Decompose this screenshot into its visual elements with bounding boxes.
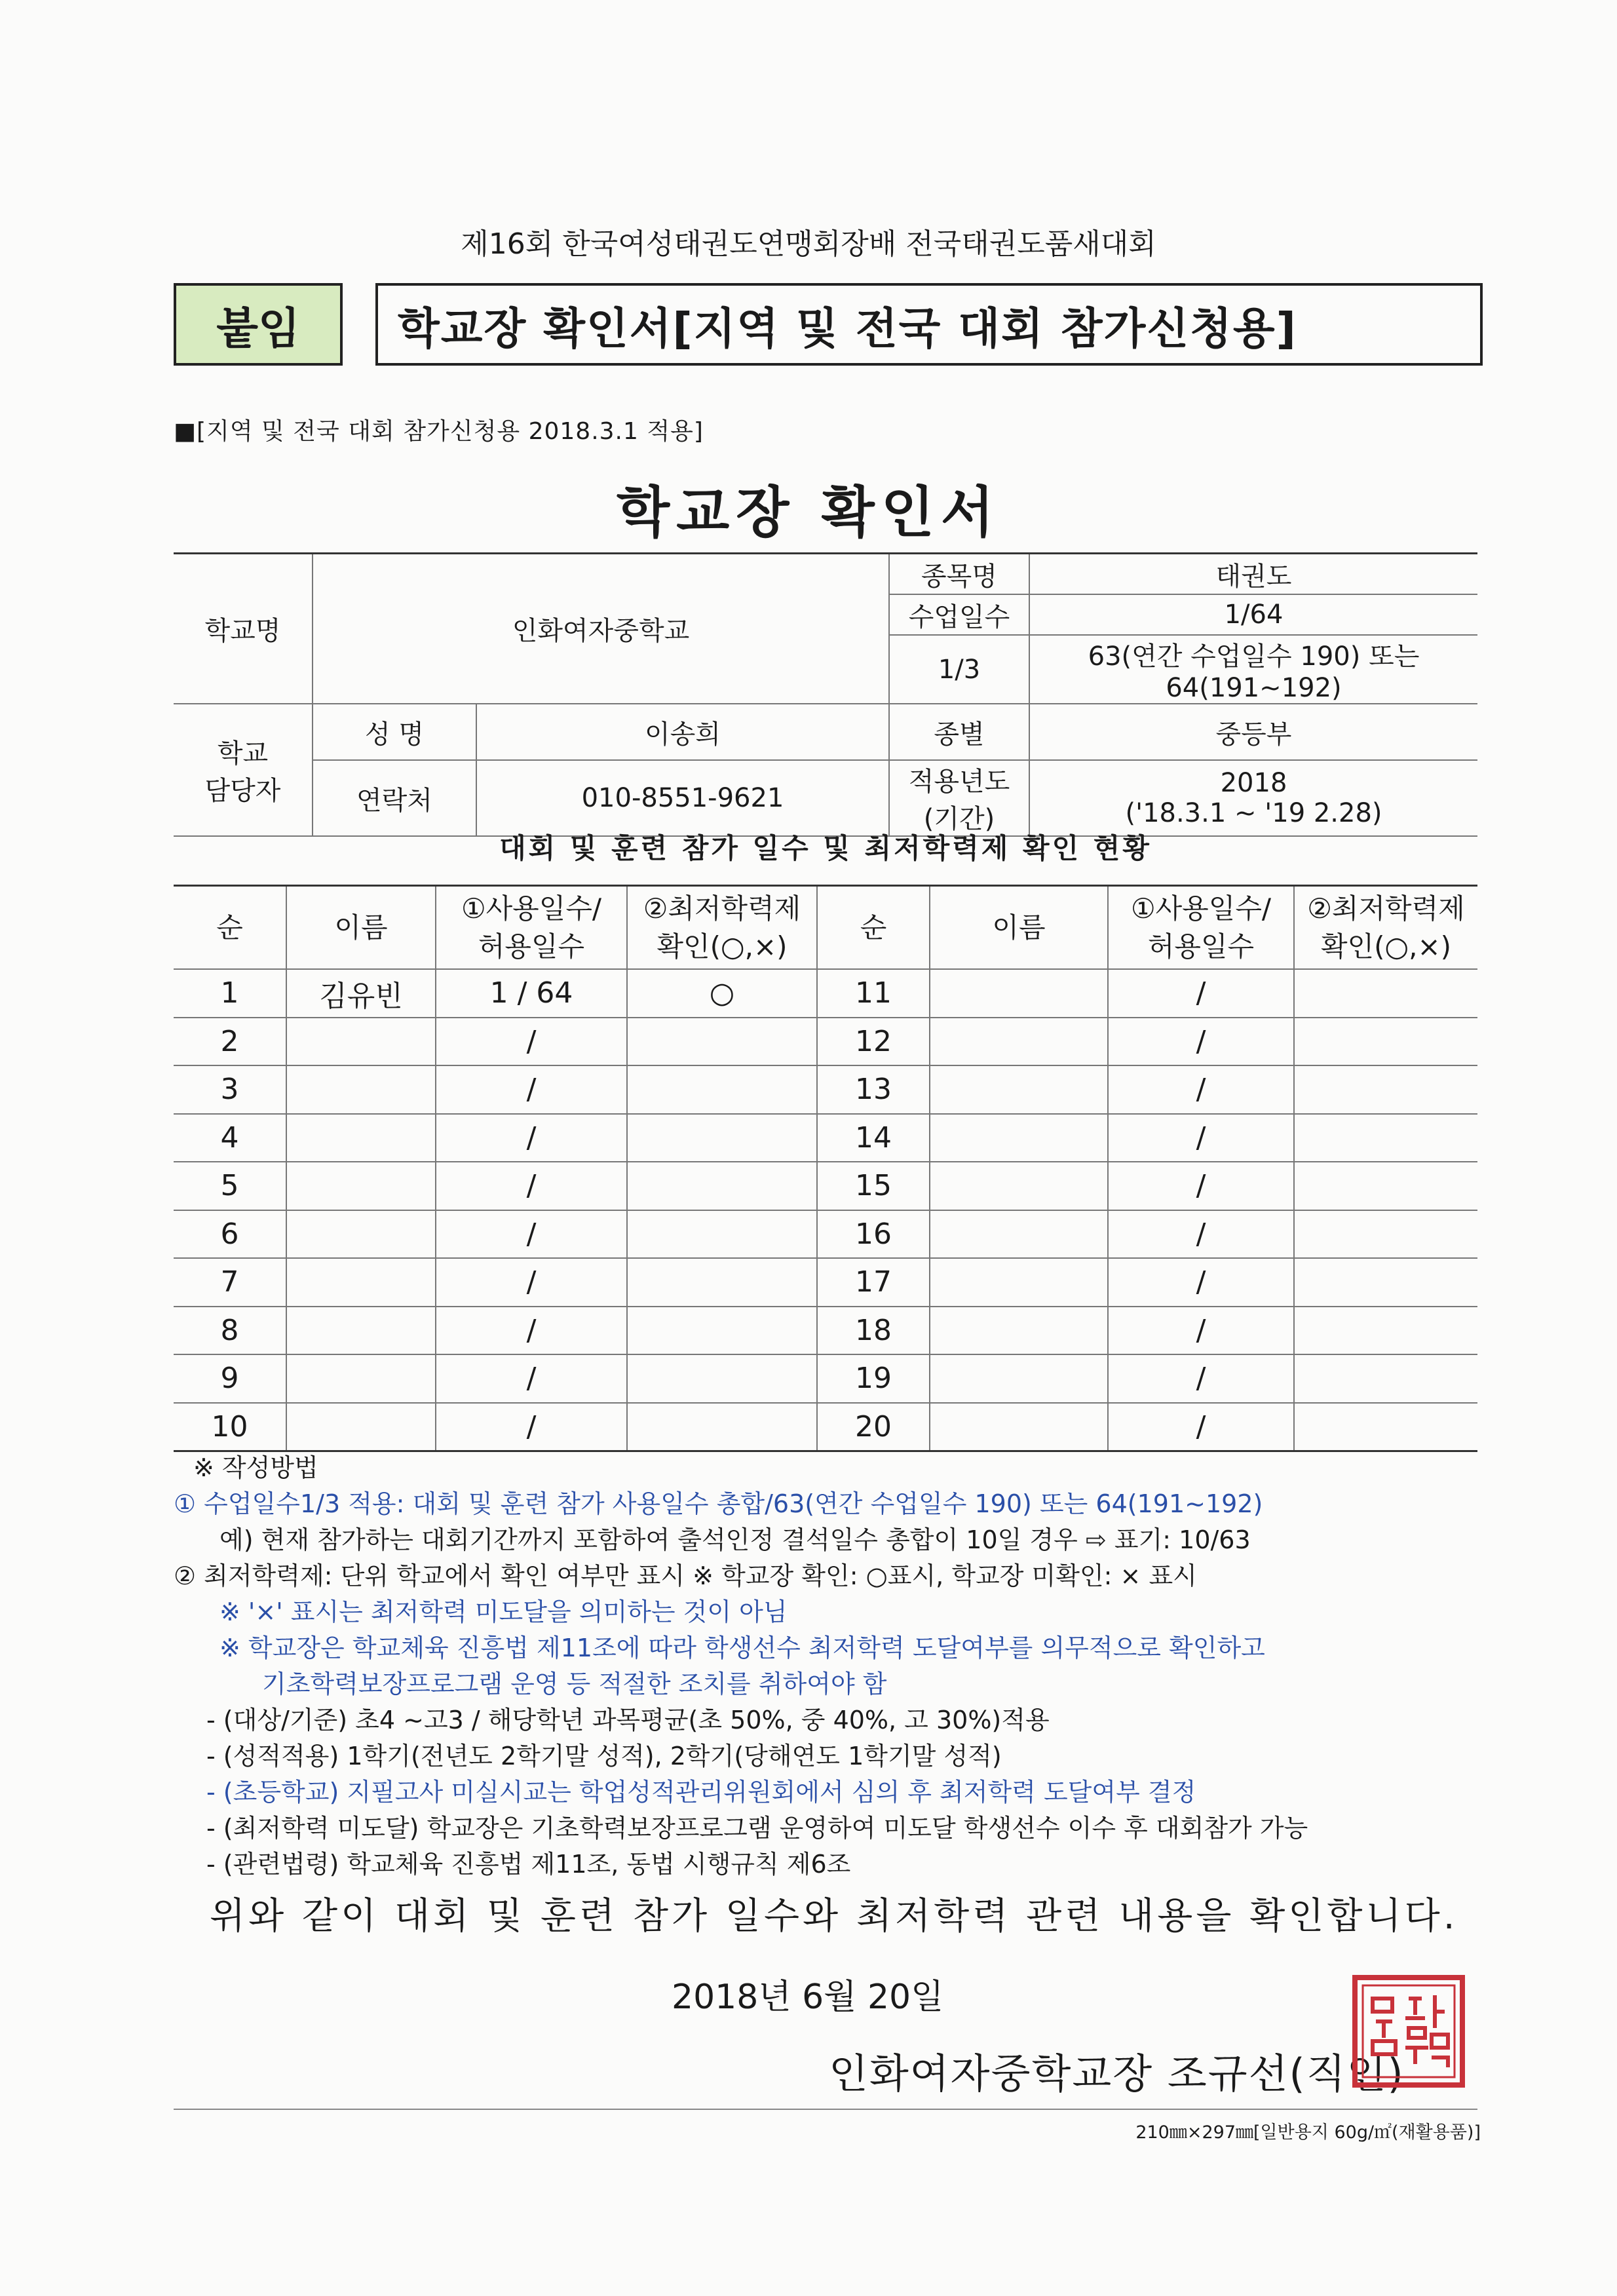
header-days bbox=[436, 886, 627, 970]
row-days-2: / bbox=[1108, 969, 1294, 1018]
bottom-divider bbox=[174, 2109, 1477, 2110]
row-no-2: 15 bbox=[817, 1162, 930, 1210]
sport-value: 태권도 bbox=[1029, 554, 1477, 595]
row-no-2: 13 bbox=[817, 1065, 930, 1114]
instruction-line: 기초학력보장프로그램 운영 등 적절한 조치를 취하여야 함 bbox=[262, 1670, 887, 1698]
row-check bbox=[627, 1307, 817, 1355]
instruction-line: ① 수업일수1/3 적용: 대회 및 훈련 참가 사용일수 총합/63(연간 수업일수 190) 또는 64(191~192) bbox=[174, 1489, 1263, 1518]
row-no: 10 bbox=[174, 1403, 286, 1451]
instruction-line: - (초등학교) 지필고사 미실시교는 학업성적관리위원회에서 심의 후 최저학력 도달여부 결정 bbox=[206, 1778, 1196, 1807]
year-label-line1: 적용년도 bbox=[908, 767, 1010, 797]
contact-value: 010-8551-9621 bbox=[476, 760, 889, 836]
instruction-line: - (관련법령) 학교체육 진흥법 제11조, 동법 시행규칙 제6조 bbox=[206, 1850, 851, 1879]
table-row bbox=[174, 1162, 1477, 1210]
event-title: 제16회 한국여성태권도연맹회장배 전국태권도품새대회 bbox=[461, 227, 1156, 261]
row-check: ○ bbox=[627, 969, 817, 1018]
row-days: / bbox=[436, 1114, 627, 1162]
row-days-2: / bbox=[1108, 1403, 1294, 1451]
row-days: / bbox=[436, 1354, 627, 1403]
row-days-2: / bbox=[1108, 1018, 1294, 1066]
row-check bbox=[627, 1403, 817, 1451]
row-days: / bbox=[436, 1403, 627, 1451]
header-no-2: 순 bbox=[817, 886, 930, 970]
manager-label bbox=[174, 704, 313, 836]
row-no: 7 bbox=[174, 1258, 286, 1307]
row-check-2 bbox=[1294, 1307, 1477, 1355]
division-label: 종별 bbox=[889, 704, 1029, 760]
row-days: / bbox=[436, 1018, 627, 1066]
row-name-2 bbox=[930, 1258, 1108, 1307]
person-name-label: 성 명 bbox=[313, 704, 476, 760]
row-name-2 bbox=[930, 1162, 1108, 1210]
row-name bbox=[286, 1210, 436, 1259]
class-days-note: 63(연간 수업일수 190) 또는 64(191~192) bbox=[1029, 635, 1477, 704]
instruction-line: ※ '×' 표시는 최저학력 미도달을 의미하는 것이 아님 bbox=[219, 1598, 788, 1626]
header-check-2-line2: 확인(○,×) bbox=[1320, 930, 1452, 963]
attendance-table bbox=[174, 885, 1477, 1452]
row-no-2: 19 bbox=[817, 1354, 930, 1403]
row-check bbox=[627, 1018, 817, 1066]
class-days-label: 수업일수 bbox=[889, 594, 1029, 635]
row-days-2: / bbox=[1108, 1258, 1294, 1307]
school-info-table bbox=[174, 552, 1477, 837]
row-name-2 bbox=[930, 1210, 1108, 1259]
row-name-2 bbox=[930, 1307, 1108, 1355]
header-name: 이름 bbox=[286, 886, 436, 970]
header-days-line1: ①사용일수/ bbox=[461, 892, 602, 925]
row-name bbox=[286, 1114, 436, 1162]
row-check bbox=[627, 1065, 817, 1114]
year-label-line2: (기간) bbox=[923, 804, 995, 834]
instruction-line: - (성적적용) 1학기(전년도 2학기말 성적), 2학기(당해연도 1학기말 성적) bbox=[206, 1742, 1002, 1770]
header-check-line1: ②최저학력제 bbox=[643, 892, 801, 925]
row-no-2: 12 bbox=[817, 1018, 930, 1066]
instruction-line: 예) 현재 참가하는 대회기간까지 포함하여 출석인정 결석일수 총합이 10일 경우 ⇨ 표기: 10/63 bbox=[219, 1525, 1251, 1554]
year-value: 2018 bbox=[1220, 768, 1287, 798]
row-no-2: 14 bbox=[817, 1114, 930, 1162]
header-days-2-line2: 허용일수 bbox=[1147, 930, 1255, 963]
row-check-2 bbox=[1294, 1162, 1477, 1210]
row-check-2 bbox=[1294, 1354, 1477, 1403]
row-name-2 bbox=[930, 1403, 1108, 1451]
header-days-line2: 허용일수 bbox=[478, 930, 585, 963]
header-check-2-line1: ②최저학력제 bbox=[1307, 892, 1465, 925]
header-name-2: 이름 bbox=[930, 886, 1108, 970]
row-no-2: 17 bbox=[817, 1258, 930, 1307]
period-value: ('18.3.1 ~ '19 2.28) bbox=[1125, 798, 1382, 828]
row-no: 6 bbox=[174, 1210, 286, 1259]
apply-note: ■[지역 및 전국 대회 참가신청용 2018.3.1 적용] bbox=[174, 418, 704, 445]
row-days-2: / bbox=[1108, 1210, 1294, 1259]
document-date: 2018년 6월 20일 bbox=[672, 1978, 944, 2017]
row-days-2: / bbox=[1108, 1114, 1294, 1162]
header-check-line2: 확인(○,×) bbox=[656, 930, 788, 963]
official-seal-icon bbox=[1350, 1972, 1468, 2090]
row-name bbox=[286, 1162, 436, 1210]
row-check-2 bbox=[1294, 1018, 1477, 1066]
year-period-cell bbox=[1029, 760, 1477, 836]
row-no: 8 bbox=[174, 1307, 286, 1355]
document-title: 학교장 확인서[지역 및 전국 대회 참가신청용] bbox=[375, 283, 1483, 366]
header-no: 순 bbox=[174, 886, 286, 970]
school-name-label: 학교명 bbox=[174, 554, 313, 704]
row-no-2: 11 bbox=[817, 969, 930, 1018]
table-row bbox=[174, 1065, 1477, 1114]
row-days: / bbox=[436, 1065, 627, 1114]
row-no-2: 20 bbox=[817, 1403, 930, 1451]
school-name-value: 인화여자중학교 bbox=[313, 554, 889, 704]
main-title: 학교장 확인서 bbox=[616, 480, 1001, 545]
row-days-2: / bbox=[1108, 1354, 1294, 1403]
row-no: 3 bbox=[174, 1065, 286, 1114]
row-name bbox=[286, 1307, 436, 1355]
class-days-label-ratio: 1/3 bbox=[889, 635, 1029, 704]
header-days-2-line1: ①사용일수/ bbox=[1130, 892, 1272, 925]
row-check bbox=[627, 1258, 817, 1307]
row-no: 1 bbox=[174, 969, 286, 1018]
row-days: / bbox=[436, 1307, 627, 1355]
manager-label-line2: 담당자 bbox=[204, 776, 281, 806]
class-days-value: 1/64 bbox=[1029, 594, 1477, 635]
row-check bbox=[627, 1354, 817, 1403]
row-name: 김유빈 bbox=[286, 969, 436, 1018]
year-label bbox=[889, 760, 1029, 836]
table-row bbox=[174, 1114, 1477, 1162]
table-row bbox=[174, 1018, 1477, 1066]
row-name bbox=[286, 1403, 436, 1451]
row-days-2: / bbox=[1108, 1307, 1294, 1355]
row-check bbox=[627, 1114, 817, 1162]
table-row bbox=[174, 1307, 1477, 1355]
attendance-title: 대회 및 훈련 참가 일수 및 최저학력제 확인 현황 bbox=[499, 832, 1152, 864]
row-check bbox=[627, 1162, 817, 1210]
row-name bbox=[286, 1018, 436, 1066]
table-row bbox=[174, 1210, 1477, 1259]
instructions-heading: ※ 작성방법 bbox=[193, 1453, 318, 1482]
row-no: 5 bbox=[174, 1162, 286, 1210]
instruction-line: ※ 학교장은 학교체육 진흥법 제11조에 따라 학생선수 최저학력 도달여부를 의무적으로 확인하고 bbox=[219, 1634, 1265, 1662]
table-row bbox=[174, 1258, 1477, 1307]
row-days-2: / bbox=[1108, 1162, 1294, 1210]
row-name-2 bbox=[930, 1018, 1108, 1066]
row-check-2 bbox=[1294, 1114, 1477, 1162]
row-no: 2 bbox=[174, 1018, 286, 1066]
confirmation-statement: 위와 같이 대회 및 훈련 참가 일수와 최저학력 관련 내용을 확인합니다. bbox=[210, 1895, 1458, 1938]
row-name-2 bbox=[930, 969, 1108, 1018]
row-check-2 bbox=[1294, 969, 1477, 1018]
row-check-2 bbox=[1294, 1210, 1477, 1259]
attachment-label: 붙임 bbox=[174, 283, 343, 366]
row-check bbox=[627, 1210, 817, 1259]
table-row bbox=[174, 1354, 1477, 1403]
row-name bbox=[286, 1354, 436, 1403]
row-days: / bbox=[436, 1162, 627, 1210]
header-days-2 bbox=[1108, 886, 1294, 970]
header-check bbox=[627, 886, 817, 970]
row-no-2: 16 bbox=[817, 1210, 930, 1259]
instruction-line: - (대상/기준) 초4 ~고3 / 해당학년 과목평균(초 50%, 중 40%, 고 30%)적용 bbox=[206, 1706, 1050, 1734]
instructions bbox=[174, 1450, 1484, 1883]
header-check-2 bbox=[1294, 886, 1477, 970]
row-check-2 bbox=[1294, 1403, 1477, 1451]
row-days: / bbox=[436, 1210, 627, 1259]
row-no-2: 18 bbox=[817, 1307, 930, 1355]
row-days: 1 / 64 bbox=[436, 969, 627, 1018]
row-name bbox=[286, 1258, 436, 1307]
person-name-value: 이송희 bbox=[476, 704, 889, 760]
instruction-line: - (최저학력 미도달) 학교장은 기초학력보장프로그램 운영하여 미도달 학생선수 이수 후 대회참가 가능 bbox=[206, 1814, 1308, 1843]
paper-spec: 210㎜×297㎜[일반용지 60g/㎡(재활용품)] bbox=[1135, 2122, 1481, 2143]
row-no: 4 bbox=[174, 1114, 286, 1162]
division-value: 중등부 bbox=[1029, 704, 1477, 760]
contact-label: 연락처 bbox=[313, 760, 476, 836]
row-name bbox=[286, 1065, 436, 1114]
row-check-2 bbox=[1294, 1065, 1477, 1114]
row-name-2 bbox=[930, 1354, 1108, 1403]
instruction-line: ② 최저학력제: 단위 학교에서 확인 여부만 표시 ※ 학교장 확인: ○표시, 학교장 미확인: × 표시 bbox=[174, 1561, 1197, 1590]
sport-label: 종목명 bbox=[889, 554, 1029, 595]
principal-signature: 인화여자중학교장 조규선(직인) bbox=[829, 2050, 1405, 2097]
table-row bbox=[174, 969, 1477, 1018]
manager-label-line1: 학교 bbox=[217, 738, 269, 769]
row-days-2: / bbox=[1108, 1065, 1294, 1114]
row-no: 9 bbox=[174, 1354, 286, 1403]
row-days: / bbox=[436, 1258, 627, 1307]
table-row bbox=[174, 1403, 1477, 1451]
row-name-2 bbox=[930, 1065, 1108, 1114]
row-check-2 bbox=[1294, 1258, 1477, 1307]
row-name-2 bbox=[930, 1114, 1108, 1162]
